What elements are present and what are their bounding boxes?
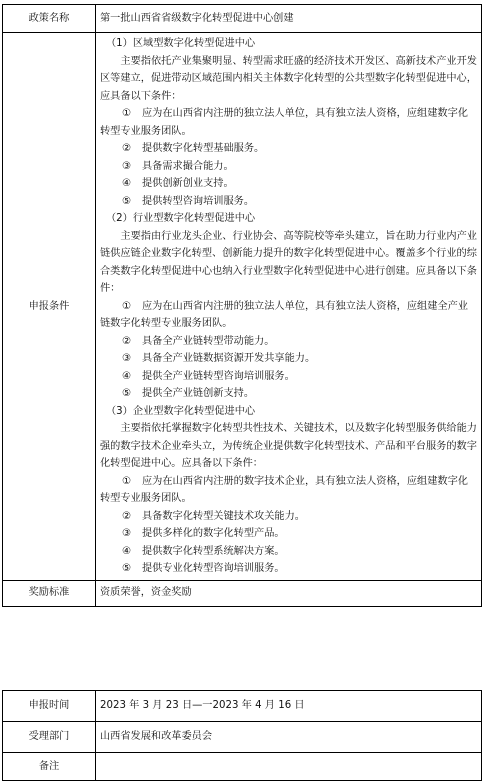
condition-item: [100, 175, 477, 193]
item-number: ③: [122, 528, 132, 539]
conditions-content: [96, 33, 482, 581]
item-number: ②: [122, 335, 132, 347]
time-row: [3, 691, 482, 722]
item-text: 提供全产业链转型咨询培训服务。: [142, 370, 295, 382]
condition-item: [100, 508, 477, 526]
time-label: 申报时间: [3, 691, 96, 722]
condition-item: [100, 140, 477, 158]
note-row: [3, 753, 482, 781]
condition-item: [100, 385, 477, 403]
section-heading: （3）企业型数字化转型促进中心: [106, 405, 256, 417]
item-number: ①: [122, 300, 132, 312]
item-text: 具备数字化转型关键技术攻关能力。: [142, 510, 305, 522]
item-number: ④: [122, 545, 132, 557]
item-text: 提供数字化转型基础服务。: [142, 143, 265, 154]
item-number: ①: [122, 475, 132, 487]
reward-value: 资质荣誉，资金奖励: [96, 580, 482, 606]
item-number: ④: [122, 178, 132, 189]
item-text: 应为在山西省内注册的独立法人单位，具有独立法人资格，应组建数字化转型专业服务团队。: [100, 108, 468, 137]
condition-item: [100, 333, 477, 351]
condition-item: [100, 298, 477, 333]
dept-value: 山西省发展和改革委员会: [96, 722, 482, 753]
item-text: 应为在山西省内注册的数字技术企业，具有独立法人资格，应组建数字化转型专业服务团队。: [100, 475, 468, 504]
item-number: ③: [122, 160, 132, 172]
condition-item: [100, 525, 477, 543]
policy-name-row: [3, 5, 482, 33]
condition-item: [100, 105, 477, 140]
policy-table: [2, 4, 482, 607]
item-text: 提供多样化的数字化转型产品。: [142, 528, 285, 539]
condition-item: [100, 473, 477, 508]
note-value: [96, 753, 482, 781]
item-number: ②: [122, 143, 132, 154]
item-number: ②: [122, 510, 132, 522]
conditions-label: 申报条件: [3, 33, 96, 581]
conditions-row: [3, 33, 482, 581]
reward-row: [3, 580, 482, 606]
item-number: ⑤: [122, 195, 132, 207]
schedule-table: [2, 690, 482, 781]
time-value: 2023 年 3 月 23 日—一2023 年 4 月 16 日: [96, 691, 482, 722]
condition-item: [100, 193, 477, 211]
item-number: ④: [122, 370, 132, 382]
item-number: ⑤: [122, 563, 132, 574]
note-label: 备注: [3, 753, 96, 781]
condition-item: [100, 560, 477, 578]
policy-name-label: 政策名称: [3, 5, 96, 33]
section-heading: （1）区域型数字化转型促进中心: [106, 38, 256, 49]
item-text: 提供创新创业支持。: [142, 178, 234, 189]
condition-item: [100, 350, 477, 368]
policy-name-value: 第一批山西省省级数字化转型促进中心创建: [96, 5, 482, 33]
section-intro: 主要指由行业龙头企业、行业协会、高等院校等牵头建立，旨在助力行业内产业链供应链企业数字化转型、创新能力提升的数字化转型促进中心。覆盖多个行业的综合类数字化转型促进中心也纳入行业型数字化转型促进中心进行创建。应具备以下条件：: [100, 230, 477, 294]
dept-row: [3, 722, 482, 753]
dept-label: 受理部门: [3, 722, 96, 753]
item-number: ①: [122, 108, 132, 119]
item-text: 提供全产业链创新支持。: [142, 388, 255, 399]
reward-label: 奖励标准: [3, 580, 96, 606]
item-number: ⑤: [122, 388, 132, 399]
condition-item: [100, 368, 477, 386]
item-text: 应为在山西省内注册的独立法人单位，具有独立法人资格，应组建全产业链数字化转型专业服务团队。: [100, 300, 468, 329]
item-text: 具备需求撮合能力。: [142, 160, 234, 172]
item-text: 具备全产业链转型带动能力。: [142, 335, 275, 347]
item-text: 提供专业化转型咨询培训服务。: [142, 563, 285, 574]
section-heading: （2）行业型数字化转型促进中心: [106, 213, 256, 224]
item-text: 具备全产业链数据资源开发共享能力。: [142, 353, 316, 364]
section-intro: 主要指依托掌握数字化转型共性技术、关键技术，以及数字化转型服务供给能力强的数字技术企业牵头立，为传统企业提供数字化转型技术、产品和平台服务的数字化转型促进中心。应具备以下条件：: [100, 423, 477, 469]
condition-item: [100, 158, 477, 176]
item-text: 提供转型咨询培训服务。: [142, 195, 255, 207]
item-number: ③: [122, 353, 132, 364]
condition-item: [100, 543, 477, 561]
item-text: 提供数字化转型系统解决方案。: [142, 545, 285, 557]
section-intro: 主要指依托产业集聚明显、转型需求旺盛的经济技术开发区、高新技术产业开发区等建立，促进带动区域范围内相关主体数字化转型的公共型数字化转型促进中心，应具备以下条件：: [100, 55, 477, 102]
